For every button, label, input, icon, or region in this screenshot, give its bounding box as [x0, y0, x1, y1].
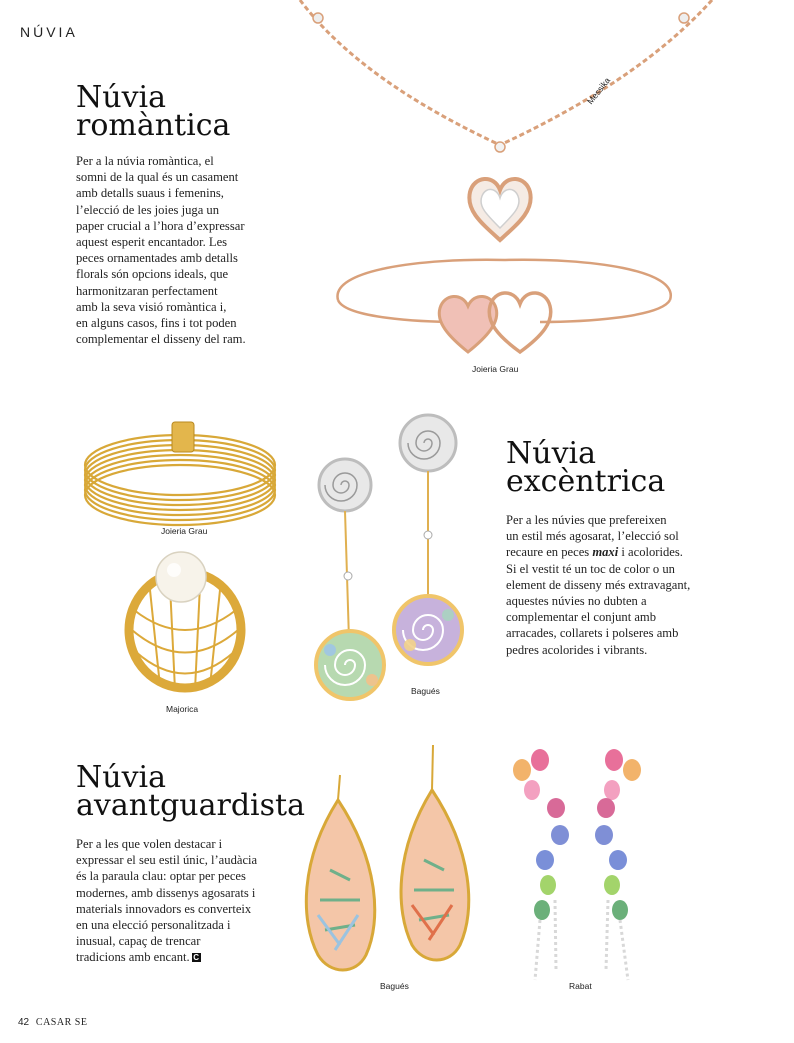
title-avantguardista	[76, 760, 305, 823]
body-line: complementar el disseny del ram.	[76, 332, 246, 347]
body-line: Per a la núvia romàntica, el	[76, 154, 214, 168]
body-line-tail: i acolorides.	[618, 545, 683, 560]
title-excentrica-line: Núvia	[506, 436, 596, 471]
caption-bracelet: Joieria Grau	[161, 526, 208, 536]
body-line: aquestes núvies no dubten a	[506, 594, 647, 609]
body-line: en una elecció personalitzada i	[76, 918, 231, 933]
body-line: element de disseny més extravagant,	[506, 577, 691, 592]
end-mark-icon: C	[193, 953, 200, 963]
body-line-last-text: tradicions amb encant.	[76, 950, 190, 965]
body-avantguardista	[76, 836, 257, 966]
title-avantguardista-line: Núvia	[76, 760, 166, 795]
body-line: expressar el seu estil únic, l’audàcia	[76, 853, 258, 868]
body-line: inusual, capaç de trencar	[76, 934, 201, 949]
body-line: un estil més agosarat, l’elecció sol	[506, 529, 679, 544]
body-line-composite	[506, 544, 690, 560]
section-label: NÚVIA	[20, 24, 78, 40]
page-footer	[18, 1017, 87, 1028]
body-line: materials innovadors es converteix	[76, 901, 252, 916]
body-line-head: recaure en peces	[506, 545, 593, 560]
caption-bangle: Joieria Grau	[472, 364, 519, 374]
title-romantica-line: romàntica	[76, 108, 231, 143]
body-line: l’elecció de les joies juga un	[76, 202, 220, 217]
body-line: Per a les que volen destacar i	[76, 837, 223, 851]
caption-earrings-spiral: Bagués	[411, 686, 440, 696]
caption-earrings-drop: Bagués	[380, 981, 409, 991]
body-line: florals són opcions ideals, que	[76, 267, 229, 282]
body-line: en alguns casos, fins i tot poden	[76, 316, 237, 331]
body-line: complementar el conjunt amb	[506, 610, 657, 625]
body-line: Per a les núvies que prefereixen	[506, 513, 667, 527]
body-line: modernes, amb dissenys agosarats i	[76, 885, 256, 900]
magazine-logo: CASAR SE	[35, 1017, 88, 1028]
body-excentrica	[506, 512, 690, 658]
body-line: amb la seva visió romàntica i,	[76, 299, 227, 314]
title-excentrica-line: excèntrica	[506, 464, 666, 499]
body-line: aquest esperit encantador. Les	[76, 235, 228, 250]
body-line-last	[76, 949, 257, 965]
caption-earrings-stones: Rabat	[569, 981, 592, 991]
body-line: peces ornamentades amb detalls	[76, 251, 238, 266]
body-line: paper crucial a l’hora d’expressar	[76, 218, 245, 233]
page-number: 42	[18, 1017, 30, 1028]
title-romantica-line: Núvia	[76, 80, 166, 115]
title-excentrica	[506, 436, 666, 499]
body-emphasis: maxi	[592, 545, 619, 560]
title-avantguardista-line: avantguardista	[76, 788, 305, 823]
body-line: harmonitzaran perfectament	[76, 283, 218, 298]
body-line: Si el vestit té un toc de color o un	[506, 561, 675, 576]
body-line: amb detalls suaus i femenins,	[76, 186, 224, 201]
body-line: pedres acolorides i vibrants.	[506, 642, 648, 657]
caption-ring: Majorica	[166, 704, 199, 714]
body-line: somni de la qual és un casament	[76, 170, 239, 185]
title-romantica	[76, 80, 231, 143]
caption-necklace: Messika	[585, 75, 613, 107]
body-line: arracades, collarets i polseres amb	[506, 626, 679, 641]
body-romantica	[76, 153, 246, 347]
body-line: és la paraula clau: optar per peces	[76, 869, 246, 884]
